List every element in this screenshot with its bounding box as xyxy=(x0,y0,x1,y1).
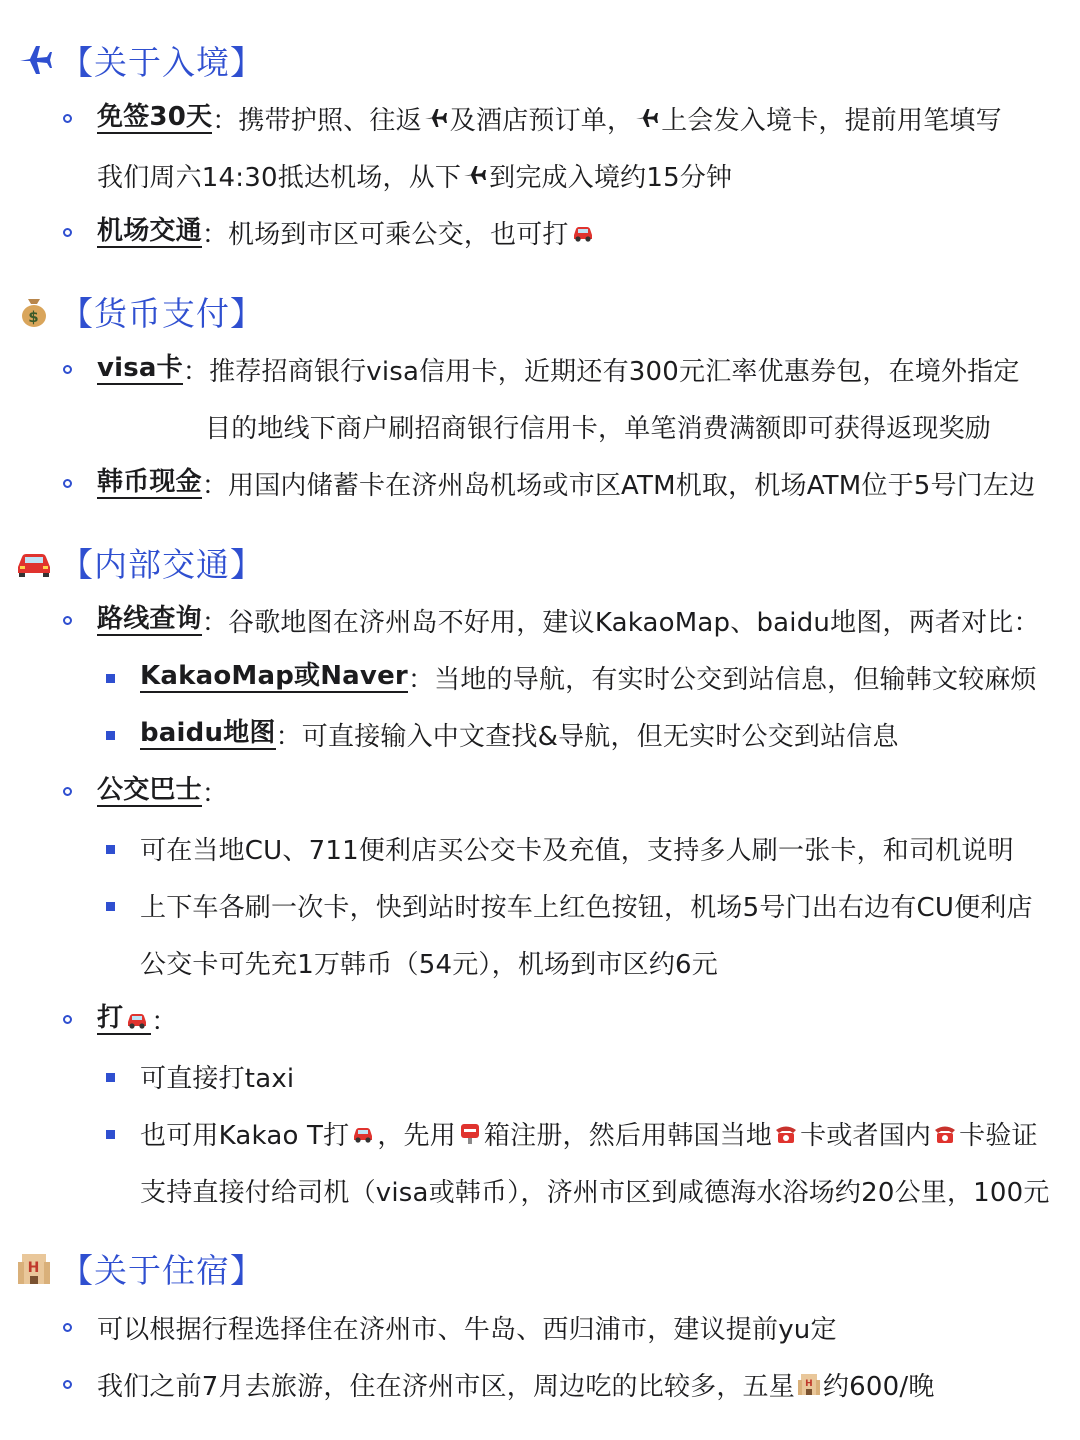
car-icon xyxy=(124,1006,150,1032)
list-item: 韩币现金 ： 用国内储蓄卡在济州岛机场或市区ATM机取，机场ATM位于5号门左边 xyxy=(97,467,1036,501)
sub-list-item-continuation: 支持直接付给司机（visa或韩币），济州市区到咸德海水浴场约20公里，100元 xyxy=(140,1177,1050,1208)
list-item-continuation: 我们周六14:30抵达机场，从下 到完成入境约15分钟 xyxy=(97,162,733,193)
keyword-bus: 公交巴士 xyxy=(97,775,202,805)
keyword-korean-cash: 韩币现金 xyxy=(97,467,202,497)
list-item: 免签30天 ： 携带护照、往返 及酒店预订单， 上会发入境卡，提前用笔填写 xyxy=(97,102,1002,136)
section-title-entry xyxy=(14,30,264,90)
section-title-payment-text: 【货币支付】 xyxy=(60,293,264,333)
hotel-icon xyxy=(14,1248,54,1288)
svg-text:H: H xyxy=(805,1379,813,1389)
bullet xyxy=(63,1015,72,1024)
bullet xyxy=(63,479,72,488)
telephone-icon xyxy=(932,1120,958,1146)
list-item: 可以根据行程选择住在济州市、牛岛、西归浦市，建议提前yu定 xyxy=(97,1314,837,1345)
airplane-icon xyxy=(423,105,449,131)
bullet xyxy=(106,1073,115,1082)
bullet xyxy=(63,1323,72,1332)
bullet xyxy=(106,845,115,854)
mailbox-icon xyxy=(457,1120,483,1146)
sub-list-item-continuation: 公交卡可先充1万韩币（54元），机场到市区约6元 xyxy=(140,949,718,980)
hotel-icon xyxy=(796,1371,822,1397)
list-item: 路线查询 ： 谷歌地图在济州岛不好用，建议KakaoMap、baidu地图，两者对比： xyxy=(97,604,1040,638)
keyword-route-query: 路线查询 xyxy=(97,604,202,634)
section-title-payment xyxy=(14,281,264,341)
car-icon xyxy=(350,1120,376,1146)
bullet xyxy=(63,1380,72,1389)
bullet xyxy=(63,787,72,796)
bullet xyxy=(106,902,115,911)
list-item: 公交巴士 ： xyxy=(97,775,229,809)
bullet xyxy=(106,674,115,683)
bullet xyxy=(106,1130,115,1139)
list-item: visa卡 ： 推荐招商银行visa信用卡，近期还有300元汇率优惠券包，在境外指定 xyxy=(97,353,1020,387)
airplane-icon xyxy=(14,40,54,80)
bullet xyxy=(106,731,115,740)
sub-list-item: 可在当地CU、711便利店买公交卡及充值，支持多人刷一张卡，和司机说明 xyxy=(140,835,1014,866)
svg-text:H: H xyxy=(27,1260,41,1276)
section-title-entry-text: 【关于入境】 xyxy=(60,42,264,82)
keyword-baidu-map: baidu地图 xyxy=(140,718,276,748)
keyword-taxi: 打 xyxy=(97,1003,151,1035)
section-title-transport-text: 【内部交通】 xyxy=(60,544,264,584)
airplane-icon xyxy=(634,105,660,131)
money-bag-icon xyxy=(14,291,54,331)
keyword-visa-card: visa卡 xyxy=(97,353,183,383)
list-item: 打 ： xyxy=(97,1003,178,1037)
keyword-airport-transport: 机场交通 xyxy=(97,216,202,246)
bullet xyxy=(63,616,72,625)
sub-list-item: 上下车各刷一次卡，快到站时按车上红色按钮，机场5号门出右边有CU便利店 xyxy=(140,892,1033,923)
bullet xyxy=(63,228,72,237)
sub-list-item: 也可用Kakao T打 ，先用 箱注册，然后用韩国当地 卡或者国内 卡验证 xyxy=(140,1120,1038,1151)
list-item: 机场交通 ： 机场到市区可乘公交，也可打 xyxy=(97,210,597,254)
svg-text:$: $ xyxy=(28,308,40,326)
car-icon xyxy=(14,542,54,582)
bullet xyxy=(63,114,72,123)
section-title-transport xyxy=(14,532,264,592)
keyword-visa-free: 免签30天 xyxy=(97,102,213,132)
bullet xyxy=(63,365,72,374)
list-item: 我们之前7月去旅游，住在济州市区，周边吃的比较多，五星 H 约600/晚 xyxy=(97,1371,935,1402)
list-item-continuation: 目的地线下商户刷招商银行信用卡，单笔消费满额即可获得返现奖励 xyxy=(205,413,992,444)
sub-list-item: baidu地图 ： 可直接输入中文查找&导航，但无实时公交到站信息 xyxy=(140,718,899,752)
sub-list-item: KakaoMap或Naver ： 当地的导航，有实时公交到站信息，但输韩文较麻烦 xyxy=(140,661,1037,695)
section-title-lodging xyxy=(14,1238,264,1298)
section-title-lodging-text: 【关于住宿】 xyxy=(60,1250,264,1290)
car-icon xyxy=(570,219,596,245)
keyword-kakaomap-naver: KakaoMap或Naver xyxy=(140,661,408,691)
sub-list-item: 可直接打taxi xyxy=(140,1063,295,1094)
telephone-icon xyxy=(773,1120,799,1146)
airplane-icon xyxy=(462,162,488,188)
